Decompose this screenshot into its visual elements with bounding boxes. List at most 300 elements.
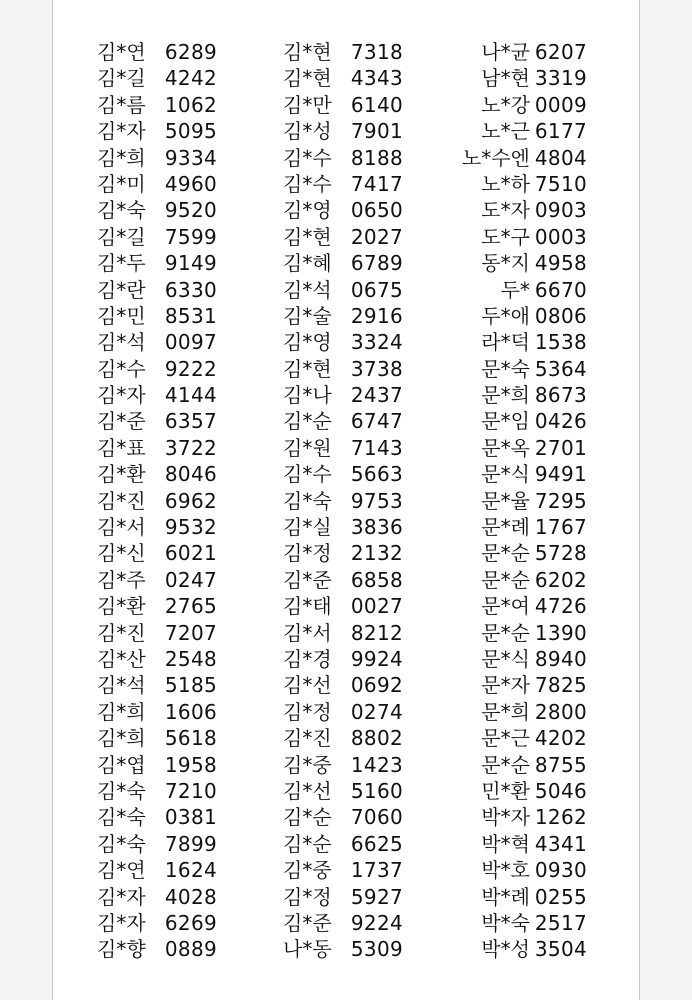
list-item [447,329,587,355]
list-item [97,699,217,725]
entry-name: 김*준 [97,409,146,434]
list-item [447,65,587,91]
entry-number: 4958 [534,251,587,276]
entry-name: 문*순 [481,620,530,645]
entry-number: 5364 [534,356,587,381]
entry-number: 4341 [534,831,587,856]
list-item [283,725,403,751]
list-item [283,303,403,329]
entry-name: 노*강 [481,92,530,117]
entry-name: 라*덕 [481,330,530,355]
list-item [283,620,403,646]
list-item [283,699,403,725]
entry-name: 김*숙 [97,831,146,856]
document-page [52,0,640,1000]
entry-name: 김*숙 [97,805,146,830]
entry-name: 김*준 [283,567,332,592]
entry-name: 김*희 [97,726,146,751]
entry-name: 나*동 [283,937,332,962]
entry-name: 김*자 [97,910,146,935]
entry-number: 1606 [164,699,217,724]
entry-name: 박*례 [481,884,530,909]
entry-number: 5095 [164,119,217,144]
entry-number: 4804 [534,145,587,170]
entry-number: 0930 [534,858,587,883]
list-item [283,356,403,382]
entry-number: 2765 [164,594,217,619]
entry-name: 박*혁 [481,831,530,856]
entry-number: 7318 [350,40,403,64]
entry-number: 0903 [534,198,587,223]
entry-number: 1767 [534,515,587,540]
entry-name: 김*나 [283,383,332,408]
list-item [447,540,587,566]
entry-number: 4028 [164,884,217,909]
list-item [447,303,587,329]
entry-number: 5927 [350,884,403,909]
entry-number: 6858 [350,567,403,592]
entry-name: 김*향 [97,937,146,962]
entry-number: 5728 [534,541,587,566]
entry-name: 노*수엔 [461,145,530,170]
entry-name: 김*연 [97,40,146,64]
list-item [283,593,403,619]
entry-name: 김*길 [97,224,146,249]
entry-name: 김*혜 [283,251,332,276]
entry-name: 김*영 [283,198,332,223]
entry-number: 9222 [164,356,217,381]
entry-name: 문*임 [481,409,530,434]
list-item [97,936,217,962]
entry-number: 6289 [164,40,217,64]
list-item [283,277,403,303]
entry-name: 김*민 [97,303,146,328]
list-item [447,488,587,514]
entry-name: 김*서 [283,620,332,645]
entry-number: 9520 [164,198,217,223]
entry-number: 8755 [534,752,587,777]
entry-name: 민*환 [481,778,530,803]
entry-number: 4144 [164,383,217,408]
entry-number: 2437 [350,383,403,408]
entry-name: 김*산 [97,646,146,671]
list-item [283,39,403,65]
list-item [283,672,403,698]
list-item [283,461,403,487]
entry-name: 김*순 [283,805,332,830]
entry-number: 8188 [350,145,403,170]
list-item [447,171,587,197]
entry-number: 1958 [164,752,217,777]
entry-number: 0650 [350,198,403,223]
list-item [447,435,587,461]
entry-number: 7295 [534,488,587,513]
entry-number: 5185 [164,673,217,698]
list-item [97,65,217,91]
entry-number: 2916 [350,303,403,328]
list-item [283,145,403,171]
list-item [283,567,403,593]
entry-name: 노*하 [481,171,530,196]
entry-name: 김*환 [97,594,146,619]
list-item [97,725,217,751]
list-item [97,250,217,276]
entry-number: 6177 [534,119,587,144]
entry-number: 8046 [164,462,217,487]
list-item [447,145,587,171]
entry-number: 1062 [164,92,217,117]
entry-number: 6625 [350,831,403,856]
entry-name: 박*성 [481,937,530,962]
list-item [283,804,403,830]
entry-number: 9491 [534,462,587,487]
list-item [447,197,587,223]
entry-number: 2800 [534,699,587,724]
entry-name: 김*태 [283,594,332,619]
entry-number: 6202 [534,567,587,592]
entry-number: 0426 [534,409,587,434]
list-item [97,277,217,303]
entry-number: 9334 [164,145,217,170]
entry-name: 김*자 [97,119,146,144]
list-item [447,646,587,672]
entry-name: 김*현 [283,40,332,64]
entry-name: 문*희 [481,383,530,408]
list-item [447,408,587,434]
list-item [97,778,217,804]
entry-name: 김*환 [97,462,146,487]
entry-number: 7510 [534,171,587,196]
entry-name: 문*숙 [481,356,530,381]
list-item [447,514,587,540]
entry-number: 8673 [534,383,587,408]
list-item [447,567,587,593]
entry-number: 6670 [534,277,587,302]
entry-name: 김*진 [97,620,146,645]
entry-number: 8802 [350,726,403,751]
entry-number: 7825 [534,673,587,698]
entry-number: 1390 [534,620,587,645]
entry-name: 박*호 [481,858,530,883]
entry-name: 김*영 [283,330,332,355]
list-item [447,277,587,303]
entry-number: 1624 [164,858,217,883]
list-item [283,646,403,672]
entry-name: 김*표 [97,435,146,460]
entry-name: 김*선 [283,673,332,698]
entry-name: 김*두 [97,251,146,276]
list-item [447,778,587,804]
entry-number: 7060 [350,805,403,830]
entry-name: 김*성 [283,119,332,144]
entry-name: 문*율 [481,488,530,513]
entry-number: 7599 [164,224,217,249]
entry-name: 김*신 [97,541,146,566]
entry-number: 9149 [164,251,217,276]
list-item [447,725,587,751]
entry-number: 5309 [350,937,403,962]
entry-number: 2548 [164,646,217,671]
entry-number: 3722 [164,435,217,460]
entry-number: 9532 [164,515,217,540]
list-item [447,92,587,118]
entry-name: 김*현 [283,224,332,249]
list-item [97,461,217,487]
entry-name: 문*자 [481,673,530,698]
entry-number: 1538 [534,330,587,355]
entry-name: 문*식 [481,462,530,487]
entry-number: 7901 [350,119,403,144]
entry-number: 0009 [534,92,587,117]
entry-number: 4242 [164,66,217,91]
list-item [283,92,403,118]
entry-name: 김*석 [97,673,146,698]
entry-name: 김*정 [283,541,332,566]
entry-number: 0675 [350,277,403,302]
list-item [447,250,587,276]
entry-number: 5160 [350,778,403,803]
list-item [447,593,587,619]
entry-name: 김*경 [283,646,332,671]
entry-number: 9753 [350,488,403,513]
list-item [283,936,403,962]
entry-name: 김*연 [97,858,146,883]
entry-name: 김*중 [283,752,332,777]
list-item [283,514,403,540]
list-item [97,910,217,936]
entry-name: 동*지 [481,251,530,276]
list-item [97,171,217,197]
list-item [97,567,217,593]
entry-name: 김*선 [283,778,332,803]
entry-number: 1423 [350,752,403,777]
entry-number: 6747 [350,409,403,434]
entry-number: 7207 [164,620,217,645]
entry-number: 4960 [164,171,217,196]
entry-name: 김*엽 [97,752,146,777]
list-item [447,831,587,857]
list-item [97,672,217,698]
entry-name: 김*현 [283,356,332,381]
list-item [97,831,217,857]
entry-number: 0381 [164,805,217,830]
list-item [97,620,217,646]
list-item [97,92,217,118]
entry-number: 0003 [534,224,587,249]
list-item [447,857,587,883]
entry-name: 노*근 [481,119,530,144]
entry-name: 김*길 [97,66,146,91]
list-item [283,884,403,910]
entry-name: 문*순 [481,752,530,777]
entry-name: 김*순 [283,831,332,856]
list-item [447,884,587,910]
entry-name: 김*희 [97,699,146,724]
entry-number: 5046 [534,778,587,803]
entry-name: 김*서 [97,515,146,540]
entry-number: 2132 [350,541,403,566]
name-column-2 [283,39,403,963]
entry-name: 김*석 [97,330,146,355]
entry-name: 도*구 [481,224,530,249]
list-item [447,804,587,830]
list-item [283,118,403,144]
entry-number: 7417 [350,171,403,196]
entry-name: 김*자 [97,884,146,909]
list-item [447,936,587,962]
list-item [283,329,403,355]
list-item [97,145,217,171]
list-item [283,65,403,91]
entry-number: 5663 [350,462,403,487]
list-item [283,197,403,223]
list-item [283,408,403,434]
entry-number: 6357 [164,409,217,434]
list-item [447,382,587,408]
list-item [97,382,217,408]
entry-name: 김*숙 [97,198,146,223]
list-item [447,910,587,936]
entry-name: 김*미 [97,171,146,196]
list-item [447,118,587,144]
entry-name: 김*실 [283,515,332,540]
entry-number: 6140 [350,92,403,117]
list-item [97,488,217,514]
entry-number: 9924 [350,646,403,671]
entry-name: 김*수 [97,356,146,381]
entry-number: 0806 [534,303,587,328]
entry-name: 문*근 [481,726,530,751]
entry-number: 7210 [164,778,217,803]
entry-name: 김*술 [283,303,332,328]
entry-name: 문*순 [481,541,530,566]
list-item [97,514,217,540]
entry-name: 김*석 [283,277,332,302]
entry-name: 문*희 [481,699,530,724]
list-item [283,488,403,514]
entry-number: 3324 [350,330,403,355]
list-item [97,329,217,355]
entry-number: 5618 [164,726,217,751]
entry-name: 박*숙 [481,910,530,935]
list-item [97,435,217,461]
entry-name: 문*옥 [481,435,530,460]
list-item [447,356,587,382]
list-item [283,540,403,566]
entry-number: 6207 [534,40,587,64]
entry-name: 문*순 [481,567,530,592]
entry-number: 9224 [350,910,403,935]
entry-name: 김*숙 [97,778,146,803]
list-item [97,356,217,382]
list-item [97,540,217,566]
list-item [97,857,217,883]
list-item [283,435,403,461]
list-item [97,884,217,910]
entry-number: 0692 [350,673,403,698]
list-item [447,39,587,65]
entry-number: 2517 [534,910,587,935]
entry-name: 남*현 [481,66,530,91]
list-item [447,620,587,646]
entry-name: 문*식 [481,646,530,671]
entry-name: 김*현 [283,66,332,91]
entry-name: 박*자 [481,805,530,830]
list-item [97,646,217,672]
entry-number: 6789 [350,251,403,276]
list-item [283,752,403,778]
list-item [283,831,403,857]
entry-number: 0255 [534,884,587,909]
entry-number: 3319 [534,66,587,91]
entry-number: 0889 [164,937,217,962]
entry-number: 7899 [164,831,217,856]
name-column-1 [97,39,217,963]
entry-number: 4202 [534,726,587,751]
entry-number: 4726 [534,594,587,619]
list-item [97,804,217,830]
list-item [97,303,217,329]
list-item [97,39,217,65]
entry-name: 김*원 [283,435,332,460]
entry-name: 김*만 [283,92,332,117]
entry-name: 김*희 [97,145,146,170]
entry-number: 3738 [350,356,403,381]
entry-number: 6269 [164,910,217,935]
entry-name: 김*수 [283,462,332,487]
entry-name: 두*애 [481,303,530,328]
entry-number: 1737 [350,858,403,883]
list-item [447,672,587,698]
list-item [97,408,217,434]
list-item [97,224,217,250]
entry-number: 8940 [534,646,587,671]
entry-name: 문*례 [481,515,530,540]
entry-name: 두* [500,277,530,302]
entry-number: 0274 [350,699,403,724]
list-item [283,171,403,197]
list-item [447,461,587,487]
entry-number: 6962 [164,488,217,513]
entry-name: 나*균 [481,40,530,64]
entry-number: 4343 [350,66,403,91]
list-item [447,699,587,725]
entry-name: 문*여 [481,594,530,619]
entry-number: 6330 [164,277,217,302]
entry-name: 김*숙 [283,488,332,513]
entry-number: 6021 [164,541,217,566]
entry-number: 0027 [350,594,403,619]
entry-name: 김*란 [97,277,146,302]
list-item [283,224,403,250]
entry-name: 김*주 [97,567,146,592]
entry-name: 김*순 [283,409,332,434]
list-item [97,593,217,619]
entry-name: 김*름 [97,92,146,117]
entry-name: 김*정 [283,699,332,724]
entry-number: 7143 [350,435,403,460]
entry-number: 3836 [350,515,403,540]
entry-number: 1262 [534,805,587,830]
entry-name: 도*자 [481,198,530,223]
list-item [97,752,217,778]
list-item [283,857,403,883]
list-item [283,250,403,276]
list-item [283,382,403,408]
entry-number: 3504 [534,937,587,962]
list-item [283,778,403,804]
list-item [97,197,217,223]
